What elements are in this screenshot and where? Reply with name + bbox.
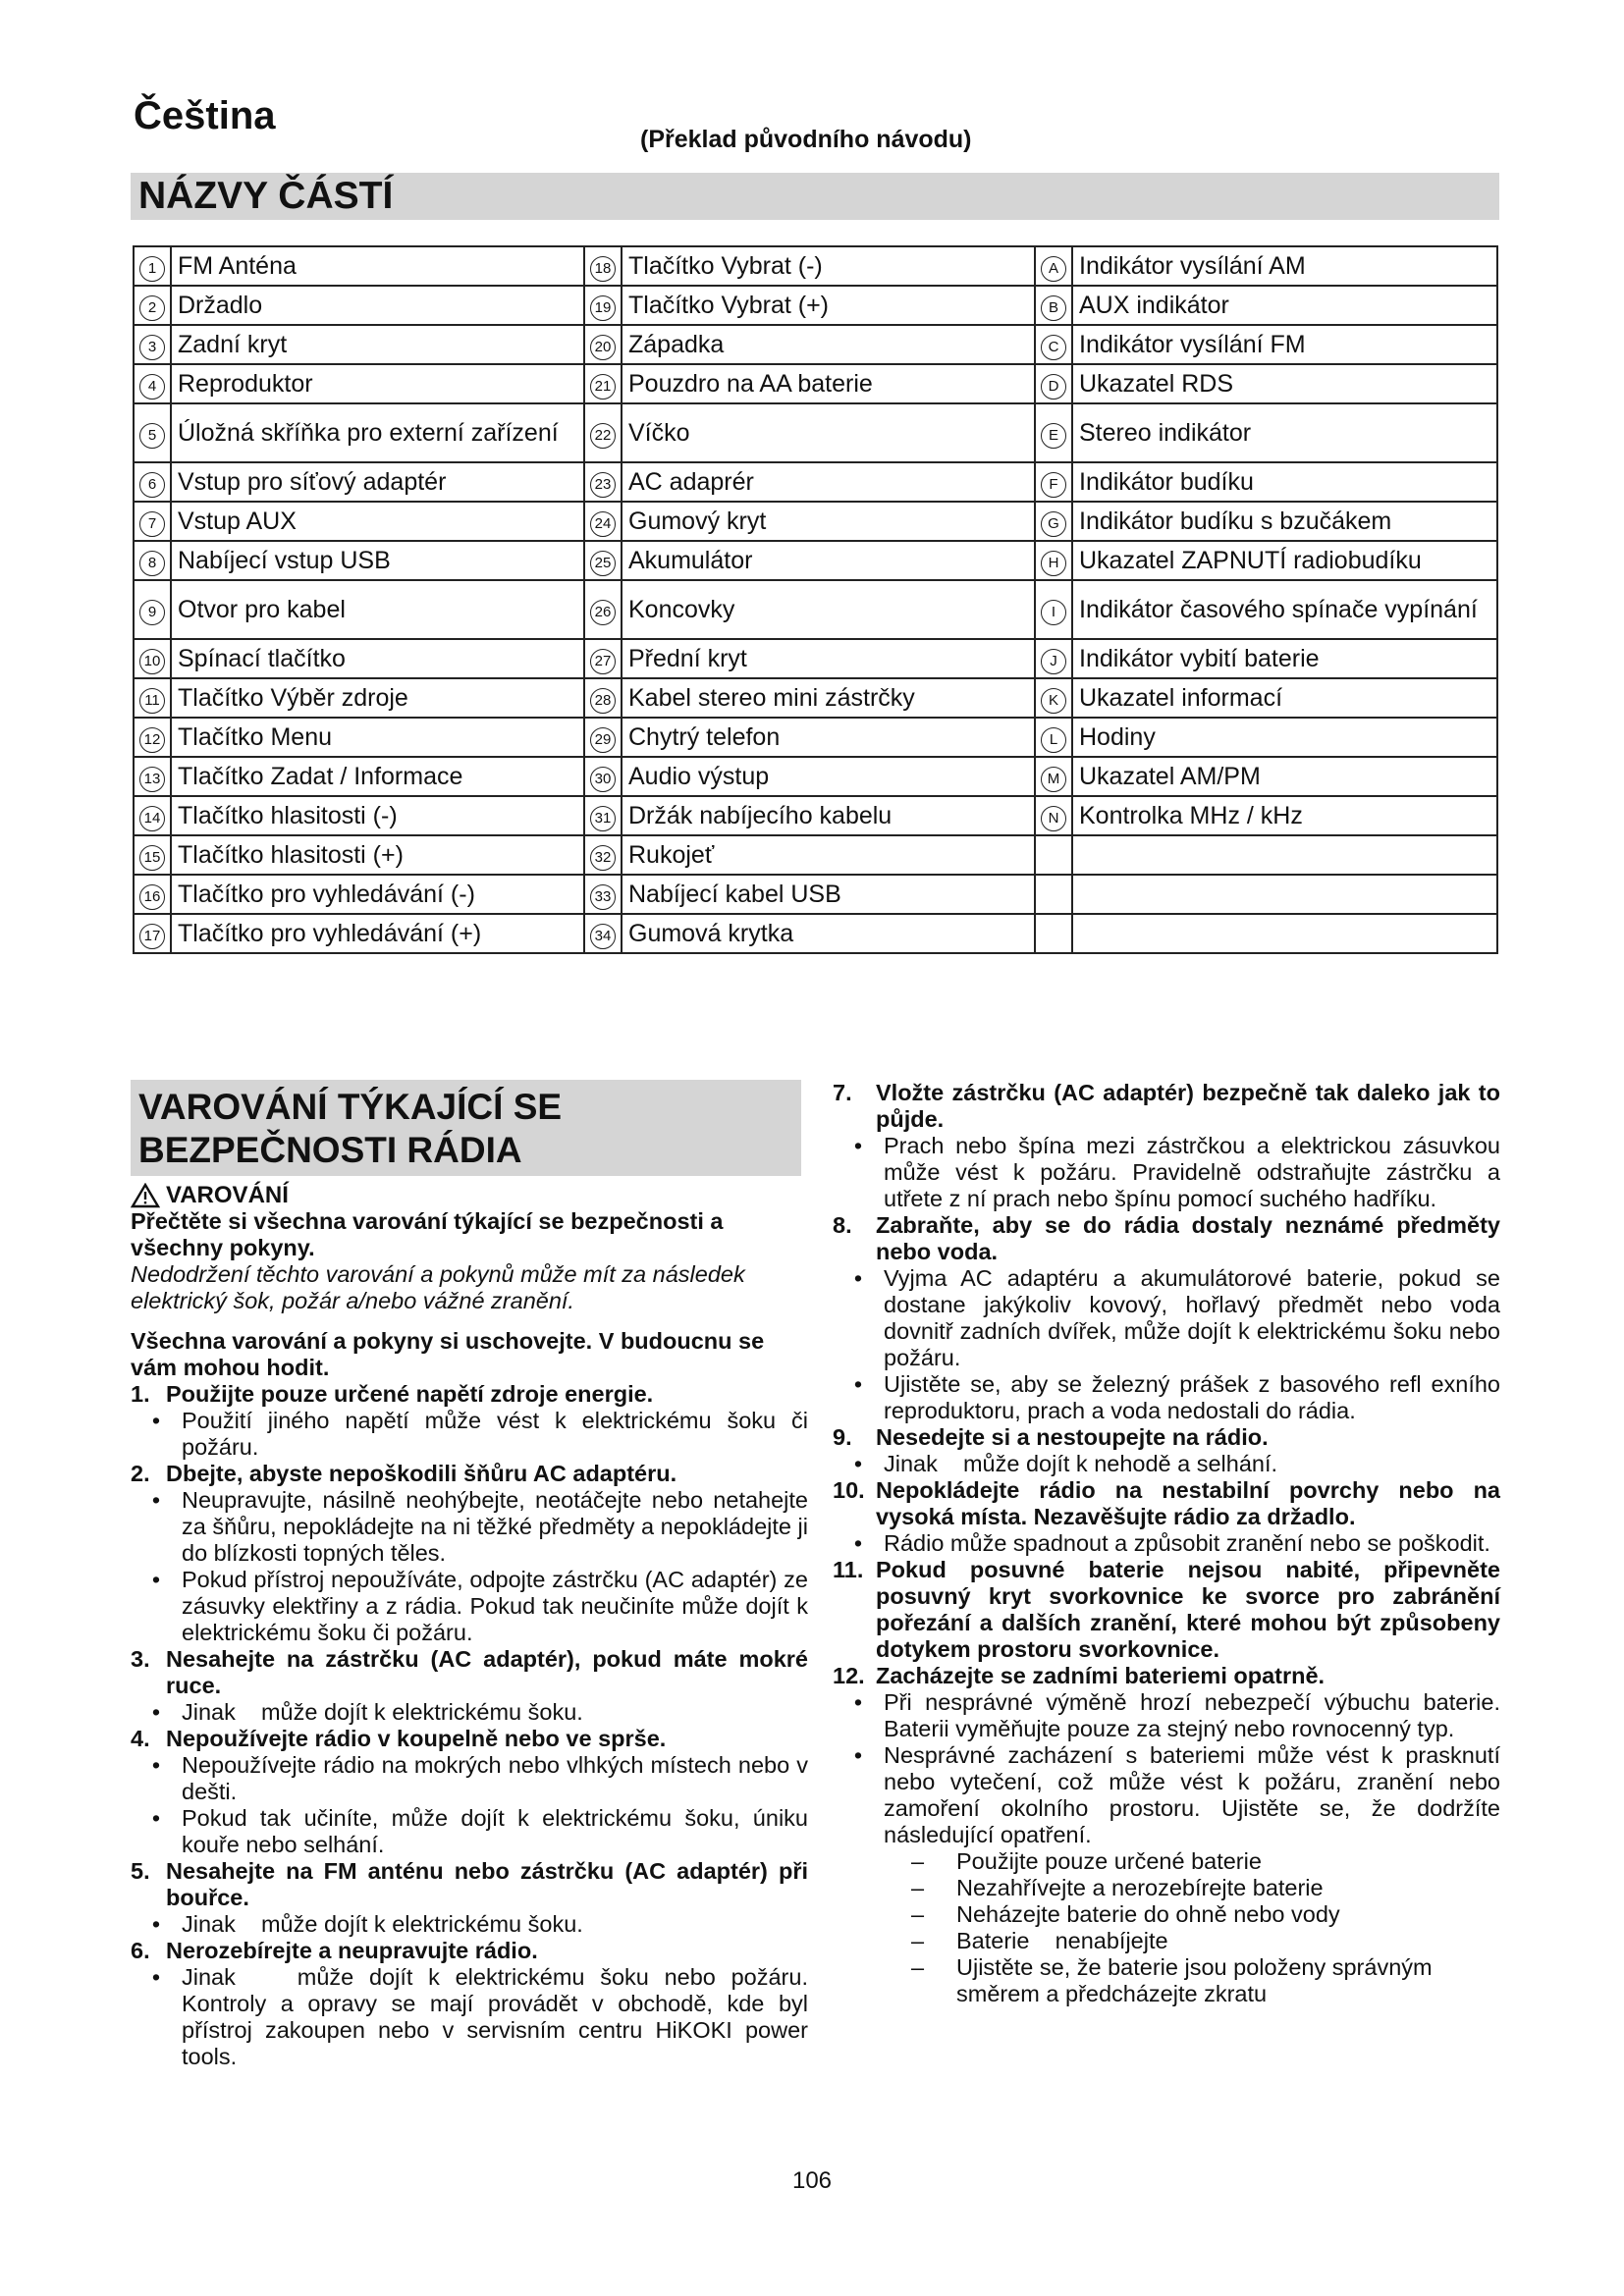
part-number-badge: H [1041, 551, 1066, 576]
parts-row [134, 757, 1497, 796]
parts-row [134, 580, 1497, 639]
part-number-badge: 18 [590, 256, 616, 282]
part-number-cell [1035, 835, 1072, 875]
part-number-cell [134, 718, 171, 757]
part-number-cell [584, 462, 622, 502]
part-number-badge: 12 [139, 727, 165, 753]
part-name: Tlačítko Vybrat (+) [622, 286, 1035, 325]
part-number-badge: A [1041, 256, 1066, 282]
part-name: Tlačítko pro vyhledávání (-) [171, 875, 584, 914]
part-number-badge: 33 [590, 884, 616, 910]
part-number-badge: 30 [590, 767, 616, 792]
parts-row [134, 639, 1497, 678]
part-number-cell [1035, 364, 1072, 403]
part-name: Indikátor vysílání AM [1072, 246, 1497, 286]
safety-item [833, 1663, 1507, 2007]
parts-table [133, 245, 1498, 954]
parts-row [134, 875, 1497, 914]
part-number-cell [1035, 403, 1072, 462]
part-name: Tlačítko hlasitosti (-) [171, 796, 584, 835]
part-number-badge: 22 [590, 423, 616, 449]
dash-point [833, 1954, 1500, 2007]
parts-row [134, 462, 1497, 502]
bullet-icon: • [151, 1964, 161, 1990]
part-number-cell [584, 914, 622, 953]
bullet-icon: • [853, 1451, 863, 1476]
safety-item-number: 1. [131, 1381, 150, 1407]
safety-item-heading [131, 1726, 808, 1752]
part-number-badge: 14 [139, 806, 165, 831]
part-name [1072, 875, 1497, 914]
dash-icon: – [911, 1928, 925, 1953]
bullet-text: Jinak může dojít k nehodě a selhání. [884, 1451, 1278, 1476]
part-name: Nabíjecí vstup USB [171, 541, 584, 580]
part-number-cell [134, 286, 171, 325]
safety-item-heading [833, 1212, 1500, 1265]
part-number-badge: F [1041, 472, 1066, 498]
bullet-text: Jinak může dojít k elektrickému šoku. [182, 1911, 583, 1937]
safety-column-right [833, 1080, 1507, 2007]
safety-items-right [833, 1080, 1507, 2007]
part-number-badge: E [1041, 423, 1066, 449]
part-name: AC adaprér [622, 462, 1035, 502]
part-name: Tlačítko hlasitosti (+) [171, 835, 584, 875]
part-number-cell [134, 678, 171, 718]
part-number-badge: M [1041, 767, 1066, 792]
part-number-badge: 26 [590, 600, 616, 625]
safety-item [131, 1938, 815, 2070]
safety-item-title: Zabraňte, aby se do rádia dostaly neznámé předměty nebo voda. [876, 1212, 1500, 1264]
bullet-text: Neupravujte, násilně neohýbejte, neotáčejte nebo netahejte za šňůru, nepokládejte na ni těžké předměty a nepokládejte ji do blízkosti topných těles. [182, 1487, 815, 1566]
part-number-badge: 25 [590, 551, 616, 576]
part-number-cell [134, 462, 171, 502]
dash-point [833, 1928, 1500, 1954]
part-number-cell [584, 403, 622, 462]
part-number-badge: 31 [590, 806, 616, 831]
part-name: Indikátor budíku s bzučákem [1072, 502, 1497, 541]
part-name: Držák nabíjecího kabelu [622, 796, 1035, 835]
bullet-icon: • [151, 1487, 161, 1513]
part-number-cell [134, 757, 171, 796]
dash-text: Neházejte baterie do ohně nebo vody [956, 1901, 1340, 1927]
bullet-point [833, 1265, 1507, 1371]
part-number-cell [134, 914, 171, 953]
safety-item [833, 1424, 1500, 1477]
part-name: Ukazatel RDS [1072, 364, 1497, 403]
dash-icon: – [911, 1848, 925, 1874]
part-number-badge: K [1041, 688, 1066, 714]
safety-item-title: Nepokládejte rádio na nestabilní povrchy nebo na vysoká místa. Nezavěšujte rádio za držadlo. [876, 1477, 1500, 1529]
part-name: Víčko [622, 403, 1035, 462]
bullet-icon: • [853, 1371, 863, 1397]
language-title: Čeština [134, 94, 276, 137]
part-name: Gumový kryt [622, 502, 1035, 541]
safety-item-heading [833, 1424, 1500, 1451]
part-number-badge: 29 [590, 727, 616, 753]
part-number-cell [1035, 246, 1072, 286]
bullet-point [131, 1805, 815, 1858]
dash-icon: – [911, 1954, 925, 1980]
consequence-note: Nedodržení těchto varování a pokynů může mít za následek elektrický šok, požár a/nebo vážné zranění. [131, 1261, 745, 1313]
part-name: Otvor pro kabel [171, 580, 584, 639]
bullet-text: Pokud tak učiníte, může dojít k elektrickému šoku, úniku kouře nebo selhání. [182, 1805, 815, 1857]
part-number-cell [584, 541, 622, 580]
part-number-cell [584, 835, 622, 875]
part-number-cell [1035, 914, 1072, 953]
bullet-text: Ujistěte se, aby se železný prášek z basového refl exního reproduktoru, prach a voda nedostali do rádia. [884, 1371, 1507, 1423]
part-name: Ukazatel ZAPNUTÍ radiobudíku [1072, 541, 1497, 580]
part-number-badge: 16 [139, 884, 165, 910]
safety-item-title: Nesahejte na FM anténu nebo zástrčku (AC adaptér) při bouřce. [166, 1858, 808, 1910]
section-title-part-names: NÁZVY ČÁSTÍ [131, 173, 1499, 220]
part-name: Spínací tlačítko [171, 639, 584, 678]
bullet-icon: • [853, 1133, 863, 1158]
part-number-cell [1035, 718, 1072, 757]
part-number-badge: 9 [139, 600, 165, 625]
bullet-point [833, 1133, 1507, 1212]
bullet-icon: • [151, 1699, 161, 1725]
parts-row [134, 914, 1497, 953]
safety-item-number: 9. [833, 1424, 852, 1450]
safety-item-heading [131, 1461, 808, 1487]
part-number-cell [134, 325, 171, 364]
parts-row [134, 325, 1497, 364]
bullet-point [833, 1371, 1507, 1424]
part-name: AUX indikátor [1072, 286, 1497, 325]
dash-point [833, 1875, 1500, 1901]
part-number-cell [584, 364, 622, 403]
part-number-cell [134, 502, 171, 541]
part-number-badge: C [1041, 335, 1066, 360]
bullet-point [131, 1911, 808, 1938]
part-number-cell [134, 246, 171, 286]
part-number-badge: 15 [139, 845, 165, 871]
bullet-point [131, 1699, 808, 1726]
part-name [1072, 914, 1497, 953]
part-name: Západka [622, 325, 1035, 364]
part-name: Akumulátor [622, 541, 1035, 580]
part-name: Vstup AUX [171, 502, 584, 541]
part-name: Zadní kryt [171, 325, 584, 364]
part-number-cell [134, 835, 171, 875]
part-number-cell [134, 639, 171, 678]
bullet-icon: • [853, 1689, 863, 1715]
parts-row [134, 502, 1497, 541]
part-number-badge: 24 [590, 511, 616, 537]
bullet-icon: • [151, 1911, 161, 1937]
safety-item-heading [131, 1858, 808, 1911]
bullet-text: Pokud přístroj nepoužíváte, odpojte zástrčku (AC adaptér) ze zásuvky elektřiny a z rádia. Pokud tak neučiníte může dojít k elektrickému šoku či požáru. [182, 1567, 815, 1645]
dash-text: Ujistěte se, že baterie jsou položeny správným směrem a předcházejte zkratu [956, 1954, 1439, 2006]
part-number-cell [134, 580, 171, 639]
warning-triangle-icon [131, 1183, 160, 1208]
bullet-point [131, 1408, 815, 1461]
part-name: Chytrý telefon [622, 718, 1035, 757]
parts-row [134, 835, 1497, 875]
safety-items-left [131, 1381, 815, 2070]
dash-point [833, 1848, 1500, 1875]
safety-item-title: Pokud posuvné baterie nejsou nabité, připevněte posuvný kryt svorkovnice ke svorce pro zabránění pořezání a dalších zranění, které mohou být způsobeny dotykem prostoru svorkovnice. [876, 1557, 1500, 1662]
part-name: Rukojeť [622, 835, 1035, 875]
bullet-icon: • [151, 1752, 161, 1778]
safety-item-title: Nesedejte si a nestoupejte na rádio. [876, 1424, 1269, 1450]
part-number-cell [134, 541, 171, 580]
bullet-icon: • [151, 1408, 161, 1433]
part-number-cell [584, 580, 622, 639]
part-number-cell [1035, 796, 1072, 835]
part-name: Ukazatel informací [1072, 678, 1497, 718]
safety-item-title: Nesahejte na zástrčku (AC adaptér), pokud máte mokré ruce. [166, 1646, 808, 1698]
part-number-badge: 23 [590, 472, 616, 498]
part-name: Úložná skříňka pro externí zařízení [171, 403, 584, 462]
safety-item-number: 3. [131, 1646, 150, 1672]
safety-item-title: Vložte zástrčku (AC adaptér) bezpečně tak daleko jak to půjde. [876, 1080, 1500, 1132]
part-number-cell [1035, 541, 1072, 580]
part-number-badge: 6 [139, 472, 165, 498]
part-number-cell [584, 246, 622, 286]
part-number-cell [1035, 502, 1072, 541]
part-number-badge: 2 [139, 295, 165, 321]
part-number-badge: B [1041, 295, 1066, 321]
safety-item [833, 1477, 1500, 1557]
bullet-icon: • [853, 1530, 863, 1556]
part-name: Tlačítko Zadat / Informace [171, 757, 584, 796]
bullet-point [131, 1567, 815, 1646]
part-name: Přední kryt [622, 639, 1035, 678]
part-name: Gumová krytka [622, 914, 1035, 953]
read-all-instructions: Přečtěte si všechna varování týkající se bezpečnosti a všechny pokyny. [131, 1208, 724, 1260]
part-number-cell [584, 502, 622, 541]
part-number-badge: 28 [590, 688, 616, 714]
part-number-badge: 17 [139, 924, 165, 949]
safety-item-number: 12. [833, 1663, 865, 1688]
bullet-text: Použití jiného napětí může vést k elektrickému šoku či požáru. [182, 1408, 815, 1460]
dash-icon: – [911, 1901, 925, 1927]
parts-row [134, 364, 1497, 403]
part-name: Kontrolka MHz / kHz [1072, 796, 1497, 835]
safety-item-title: Nerozebírejte a neupravujte rádio. [166, 1938, 538, 1963]
parts-row [134, 246, 1497, 286]
safety-item-title: Zacházejte se zadními bateriemi opatrně. [876, 1663, 1326, 1688]
safety-item-heading [833, 1477, 1500, 1530]
part-number-badge: 13 [139, 767, 165, 792]
part-number-cell [1035, 580, 1072, 639]
dash-text: Nezahřívejte a nerozebírejte baterie [956, 1875, 1324, 1900]
part-name: Tlačítko Výběr zdroje [171, 678, 584, 718]
parts-row [134, 541, 1497, 580]
part-number-badge: N [1041, 806, 1066, 831]
part-number-cell [584, 678, 622, 718]
bullet-text: Prach nebo špína mezi zástrčkou a elektrickou zásuvkou může vést k požáru. Pravidelně odstraňujte zástrčku a utřete z ní prach nebo špínu pomocí suchého hadříku. [884, 1133, 1507, 1211]
safety-item-number: 4. [131, 1726, 150, 1751]
translation-note: (Překlad původního návodu) [640, 126, 972, 153]
bullet-point [833, 1689, 1507, 1742]
bullet-text: Při nesprávné výměně hrozí nebezpečí výbuchu baterie. Baterii vyměňujte pouze za stejný nebo rovnocenný typ. [884, 1689, 1507, 1741]
part-number-badge: I [1041, 600, 1066, 625]
part-number-badge: 27 [590, 649, 616, 674]
part-name: Indikátor vysílání FM [1072, 325, 1497, 364]
part-number-badge: 3 [139, 335, 165, 360]
part-number-cell [134, 796, 171, 835]
safety-item [131, 1726, 815, 1858]
bullet-point [131, 1752, 815, 1805]
safety-item [131, 1858, 808, 1938]
part-number-cell [584, 796, 622, 835]
dash-text: Použijte pouze určené baterie [956, 1848, 1262, 1874]
bullet-point [833, 1742, 1507, 1848]
parts-row [134, 796, 1497, 835]
safety-item-heading [131, 1938, 808, 1964]
part-number-cell [584, 757, 622, 796]
page-number: 106 [791, 2167, 833, 2194]
safety-column-left [131, 1178, 815, 2070]
safety-item-heading [833, 1663, 1500, 1689]
part-number-cell [584, 639, 622, 678]
part-number-cell [584, 286, 622, 325]
part-number-badge: 10 [139, 649, 165, 674]
part-number-cell [134, 364, 171, 403]
part-name: Tlačítko Menu [171, 718, 584, 757]
part-number-badge: J [1041, 649, 1066, 674]
part-number-badge: 19 [590, 295, 616, 321]
part-name: Pouzdro na AA baterie [622, 364, 1035, 403]
bullet-icon: • [853, 1742, 863, 1768]
part-name: Kabel stereo mini zástrčky [622, 678, 1035, 718]
safety-item [131, 1381, 815, 1461]
part-name: Indikátor vybití baterie [1072, 639, 1497, 678]
safety-item-number: 8. [833, 1212, 852, 1238]
parts-row [134, 678, 1497, 718]
part-number-badge: G [1041, 511, 1066, 537]
dash-icon: – [911, 1875, 925, 1900]
bullet-text: Vyjma AC adaptéru a akumulátorové baterie, pokud se dostane jakýkoliv kovový, hořlavý předmět nebo voda dovnitř zadních dvířek, může dojít k elektrickému šoku nebo požáru. [884, 1265, 1507, 1370]
safety-item [833, 1212, 1507, 1424]
bullet-text: Jinak může dojít k elektrickému šoku nebo požáru. Kontroly a opravy se mají provádět v obchodě, kde byl přístroj zakoupen nebo v servisním centru HiKOKI power tools. [182, 1964, 815, 2069]
part-name: Držadlo [171, 286, 584, 325]
section-title-safety: VAROVÁNÍ TÝKAJÍCÍ SE BEZPEČNOSTI RÁDIA [131, 1080, 801, 1176]
part-name: Stereo indikátor [1072, 403, 1497, 462]
dash-text: Baterie nenabíjejte [956, 1928, 1168, 1953]
part-number-badge: 1 [139, 256, 165, 282]
bullet-point [131, 1487, 815, 1567]
part-number-badge: 7 [139, 511, 165, 537]
part-number-cell [584, 718, 622, 757]
part-name: Audio výstup [622, 757, 1035, 796]
part-number-cell [134, 403, 171, 462]
part-number-badge: 4 [139, 374, 165, 400]
part-number-cell [584, 875, 622, 914]
bullet-icon: • [151, 1805, 161, 1831]
part-name: Koncovky [622, 580, 1035, 639]
safety-item-heading [833, 1557, 1500, 1663]
part-number-cell [1035, 462, 1072, 502]
part-number-badge: 34 [590, 924, 616, 949]
safety-item-heading [131, 1381, 808, 1408]
bullet-point [833, 1451, 1500, 1477]
bullet-icon: • [853, 1265, 863, 1291]
bullet-text: Jinak může dojít k elektrickému šoku. [182, 1699, 583, 1725]
part-number-cell [1035, 325, 1072, 364]
safety-item-title: Nepoužívejte rádio v koupelně nebo ve sprše. [166, 1726, 667, 1751]
bullet-text: Nesprávné zacházení s bateriemi může vést k prasknutí nebo vytečení, což může vést k požáru, zranění nebo zamoření okolního prostoru. Ujistěte se, že dodržíte následující opatření. [884, 1742, 1507, 1847]
safety-item-heading [833, 1080, 1500, 1133]
bullet-icon: • [151, 1567, 161, 1592]
part-number-badge: D [1041, 374, 1066, 400]
part-name: Tlačítko Vybrat (-) [622, 246, 1035, 286]
warning-label: VAROVÁNÍ [166, 1182, 289, 1208]
parts-row [134, 403, 1497, 462]
part-name: Hodiny [1072, 718, 1497, 757]
safety-item [131, 1461, 815, 1646]
part-number-cell [134, 875, 171, 914]
part-number-cell [1035, 875, 1072, 914]
safety-item-number: 10. [833, 1477, 865, 1503]
safety-item [833, 1557, 1500, 1663]
part-number-cell [584, 325, 622, 364]
part-number-badge: L [1041, 727, 1066, 753]
part-number-badge: 20 [590, 335, 616, 360]
keep-instructions: Všechna varování a pokyny si uschovejte. V budoucnu se vám mohou hodit. [131, 1328, 765, 1380]
warning-heading [131, 1182, 808, 1208]
safety-item-number: 7. [833, 1080, 852, 1105]
part-number-badge: 11 [139, 688, 165, 714]
parts-row [134, 286, 1497, 325]
safety-item-title: Dbejte, abyste nepoškodili šňůru AC adaptéru. [166, 1461, 677, 1486]
part-name: Vstup pro síťový adaptér [171, 462, 584, 502]
part-name: Nabíjecí kabel USB [622, 875, 1035, 914]
part-number-cell [1035, 757, 1072, 796]
part-number-badge: 21 [590, 374, 616, 400]
safety-item [131, 1646, 808, 1726]
safety-item-number: 11. [833, 1557, 864, 1582]
part-number-badge: 8 [139, 551, 165, 576]
safety-item-number: 2. [131, 1461, 150, 1486]
bullet-text: Nepoužívejte rádio na mokrých nebo vlhkých místech nebo v dešti. [182, 1752, 815, 1804]
part-name [1072, 835, 1497, 875]
part-number-cell [1035, 678, 1072, 718]
dash-point [833, 1901, 1500, 1928]
part-number-cell [1035, 639, 1072, 678]
part-name: Indikátor budíku [1072, 462, 1497, 502]
parts-row [134, 718, 1497, 757]
bullet-text: Rádio může spadnout a způsobit zranění nebo se poškodit. [884, 1530, 1490, 1556]
safety-item [833, 1080, 1507, 1212]
part-number-cell [1035, 286, 1072, 325]
part-number-badge: 5 [139, 423, 165, 449]
safety-item-title: Použijte pouze určené napětí zdroje energie. [166, 1381, 654, 1407]
bullet-point [131, 1964, 815, 2070]
part-name: Tlačítko pro vyhledávání (+) [171, 914, 584, 953]
part-name: Ukazatel AM/PM [1072, 757, 1497, 796]
part-name: Reproduktor [171, 364, 584, 403]
bullet-point [833, 1530, 1500, 1557]
safety-item-heading [131, 1646, 808, 1699]
part-number-badge: 32 [590, 845, 616, 871]
safety-item-number: 5. [131, 1858, 150, 1884]
safety-item-number: 6. [131, 1938, 150, 1963]
part-name: FM Anténa [171, 246, 584, 286]
part-name: Indikátor časového spínače vypínání [1072, 580, 1497, 639]
